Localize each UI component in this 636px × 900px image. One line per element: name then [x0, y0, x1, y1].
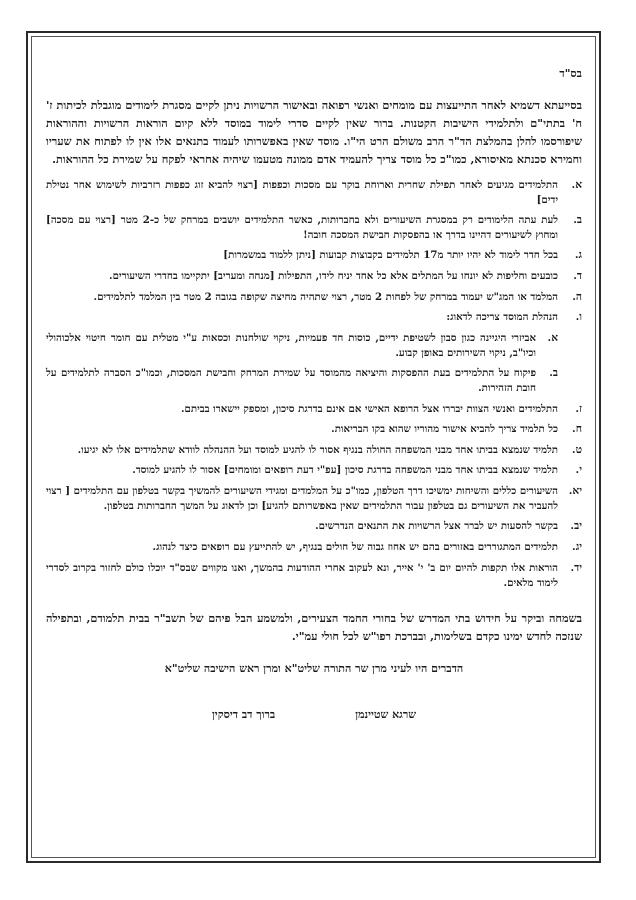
list-item	[46, 310, 582, 326]
emphasis-forbidden: אסור	[319, 443, 340, 456]
closing-paragraph: בשמחה וביקר על חידוש בתי המדרש של בחורי החמד הצעירים, ולמשמע הבל פיהם של תשב"ר בבית תלמודם, ובתפילה שנזכה לחדש ימינו כקדם בשלימות, ובברכת רפו"ש לכל חולי עמ"י.	[46, 610, 582, 643]
list-item	[46, 178, 582, 208]
list-item	[46, 402, 582, 418]
sub-item-text: אביזרי היגיינה כגון סבון לשטיפת ידיים, כוסות חד פעמיות, ניקוי שולחנות וכסאות ע"י מטלית עם חומר חיטוי אלכוהולי וכיו"ב, ניקוי השירותים באופן קבוע.	[46, 331, 536, 359]
signature-2: ברוך דב דיסקין	[212, 707, 276, 721]
item-text: בכל חדר לימוד לא יהיו יותר מ17 תלמידים בקבוצות קבועות [ניתן ללמוד במשמרות]	[223, 249, 558, 262]
item-label: ח.	[572, 423, 582, 436]
item-text-after: לו להגיע למוסד ועל ההנהלה לוודא שתלמידים אלו לא יגיעו.	[77, 443, 320, 456]
list-item	[46, 484, 582, 514]
item-label: ו.	[575, 311, 582, 324]
item-label: יא.	[568, 484, 582, 497]
bsd-header: בס"ד	[559, 67, 582, 80]
item-label: יג.	[572, 540, 582, 553]
item-text: הנהלת המוסד צריכה לדאוג:	[446, 311, 558, 324]
item-text	[46, 463, 558, 479]
item-label: ב.	[573, 214, 582, 226]
list-item	[46, 213, 582, 243]
list-item	[46, 422, 582, 438]
item-text-before: תלמיד שנמצא בביתו אחד מבני המשפחה החולה בנגיף	[339, 443, 558, 456]
instructions-list	[46, 178, 582, 591]
item-text: השיעורים כללים והשיחות ימשיכו דרך הטלפון, כמו"כ על המלמדים ומגידי השיעורים להמשיך בקשר בטלפון עם התלמידים [ רצוי להעביר את השיעורים גם בטלפון עבור התלמידים שאין באפשרותם להגיע] וכן לדאוג על המשך החברותות בטלפון.	[46, 484, 558, 513]
sub-item-text: פיקוח על התלמידים בעת ההפסקות והיציאה מהמוסד על שמירת המרחק וחבישת המסכות, וכמו"כ הסברה לתלמידים על חובת הזהירות.	[46, 367, 536, 395]
list-item	[46, 540, 582, 556]
sub-list-item	[46, 331, 582, 361]
item-label: י.	[575, 464, 582, 477]
item-text-before: תלמיד שנמצא בביתו אחד מבני המשפחה בדרגת סיכון [עפ"י דעת רופאים ומומחים]	[220, 464, 558, 477]
item-label: ד.	[573, 270, 582, 282]
approval-line: הדברים היו לעיני מרן שר התורה שליט"א ומרן ראש הישיבה שליט"א	[164, 661, 464, 675]
item-text-after: לו להגיע למוסד.	[132, 464, 201, 477]
item-label: א.	[571, 178, 582, 191]
signatures	[46, 707, 582, 723]
list-item	[46, 519, 582, 535]
item-text: תלמידים המתגוררים באזורים בהם יש אחוז גבוה של חולים בנגיף, יש להתייעץ עם רופאים כיצד לנהוג.	[152, 540, 558, 553]
list-item	[46, 248, 582, 264]
signature-1: שרגא שטיינמן	[355, 707, 417, 721]
item-label: יב.	[570, 520, 582, 533]
emphasis-forbidden: אסור	[200, 464, 221, 477]
item-text: התלמידים ואנשי הצוות יבררו אצל הרופא האישי אם אינם בדרגת סיכון, ומספק יישארו בביתם.	[180, 402, 558, 415]
item-text: כל תלמיד צריך להביא אישור מהוריו שהוא בקו הבריאות.	[331, 423, 558, 436]
intro-paragraph: בסייעתא דשמיא לאחר התייעצות עם מומחים ואנשי רפואה ובאישור הרשויות ניתן לקיים מסגרת לימודים מוגבלת לכיתות ז' ח' בתתי"ם ולתלמידי הישיבות הקטנות. ברור שאין לקיים סדרי לימוד במוסד ללא קיום הוראות הרשויות וההוראות שיפורסמו להלן בהמלצת הד"ר הרב משולם הרט הי"ו. מוסד שאין באפשרותו לעמוד בתנאים אלו אין לו לפתוח את שעריו וחמירא סכנתא מאיסורא, כמו"כ כל מוסד צריך להעמיד אדם ממונה מטעמו שיהיה אחראי לפקח על שמירת כל ההוראות.	[46, 97, 582, 166]
item-text: הוראות אלו תקפות להיום יום ב' י' אייר, ונא לעקוב אחרי ההודעות בהמשך, ואנו מקווים שבס"ד יוכלו כולם לחזור בקרוב לסדרי לימוד מלאים.	[46, 561, 558, 589]
item-label: יד.	[570, 561, 582, 574]
item-label: ה.	[572, 290, 582, 303]
list-item	[46, 290, 582, 306]
item-text: בקשר להסעות יש לברר אצל הרשויות את התנאים הנדרשים.	[315, 520, 558, 533]
letter-body	[46, 66, 582, 722]
sub-item-label: א.	[547, 331, 558, 344]
list-item	[46, 463, 582, 479]
sub-list-item	[46, 366, 582, 396]
sub-item-label: ב.	[549, 367, 558, 380]
item-text: המלמד או המג"ש יעמוד במרחק של לפחות 2 מטר, רצוי שתהיה מחיצה שקופה בגובה 2 מטר בין המלמד לתלמידים.	[93, 290, 558, 303]
item-text: לעת עתה הלימודים רק במסגרת השיעורים ולא בחברותות, כאשר התלמידים יושבים במרחק של כ-2 מטר [רצוי עם מסכה] ומחוץ לשיעורים דהיינו בדרך או בהפסקות חבישת המסכה חובה!	[46, 214, 558, 242]
list-item	[46, 269, 582, 285]
item-label: ט.	[571, 443, 582, 456]
item-text	[46, 443, 558, 459]
list-item	[46, 561, 582, 591]
item-label: ג.	[574, 249, 582, 262]
item-text: התלמידים מגיעים לאחר תפילת שחרית וארוחת בוקר עם מסכות וכפפות [רצוי להביא זוג כפפות רזרביות לשימוש אחר נטילת ידים]	[46, 178, 558, 206]
item-label: ז.	[575, 402, 582, 415]
item-text: כובעים וחליפות לא יונחו על המתלים אלא כל אחד יניח לידו, התפילות [מנחה ומעריב] יתקיימו בחדרי השיעורים.	[109, 270, 558, 282]
list-item	[46, 443, 582, 459]
